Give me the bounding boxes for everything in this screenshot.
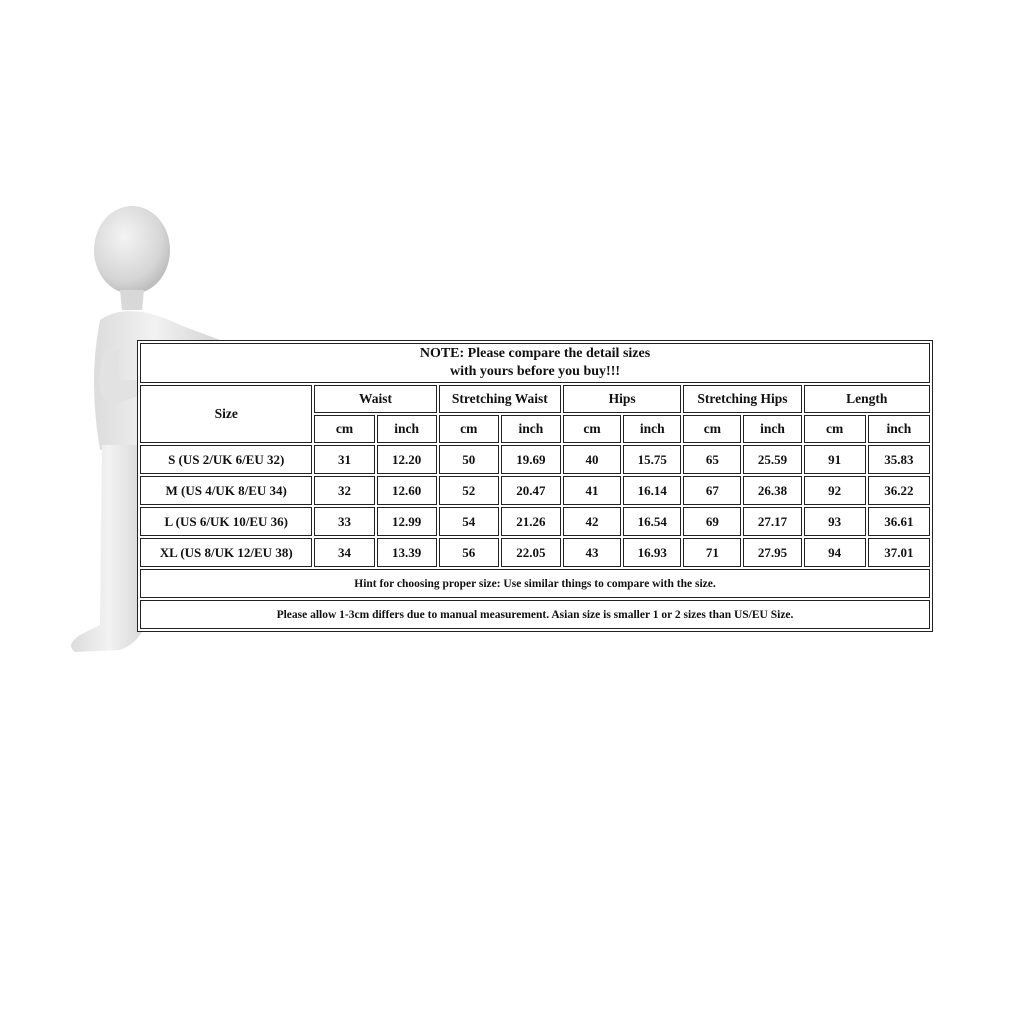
table-cell: 26.38 [743, 476, 801, 505]
note-header [140, 343, 930, 383]
table-cell: 36.22 [868, 476, 930, 505]
table-cell: 92 [804, 476, 866, 505]
note-line-2: with yours before you buy!!! [449, 364, 621, 379]
table-cell: 15.75 [623, 445, 681, 474]
table-cell: 91 [804, 445, 866, 474]
header-length: Length [804, 385, 930, 413]
table-cell: 31 [314, 445, 374, 474]
table-cell: 19.69 [501, 445, 561, 474]
table-cell: 33 [314, 507, 374, 536]
table-cell: 22.05 [501, 538, 561, 567]
table-cell: 13.39 [377, 538, 437, 567]
table-cell: 12.99 [377, 507, 437, 536]
unit-header: cm [563, 415, 621, 443]
unit-header: cm [314, 415, 374, 443]
table-cell: 27.17 [743, 507, 801, 536]
table-cell: 12.60 [377, 476, 437, 505]
measurement-note: Please allow 1-3cm differs due to manual measurement. Asian size is smaller 1 or 2 sizes than US/EU Size. [140, 600, 930, 629]
table-cell: 16.54 [623, 507, 681, 536]
table-cell: 69 [683, 507, 741, 536]
table-cell: 54 [439, 507, 499, 536]
table-row [140, 445, 930, 474]
unit-header: cm [804, 415, 866, 443]
table-cell: 27.95 [743, 538, 801, 567]
unit-header: cm [683, 415, 741, 443]
table-row [140, 507, 930, 536]
table-cell: 71 [683, 538, 741, 567]
unit-header: cm [439, 415, 499, 443]
table-cell: 43 [563, 538, 621, 567]
table-cell: 21.26 [501, 507, 561, 536]
table-cell: 93 [804, 507, 866, 536]
table-cell: 42 [563, 507, 621, 536]
size-label: M (US 4/UK 8/EU 34) [140, 476, 312, 505]
size-hint: Hint for choosing proper size: Use similar things to compare with the size. [140, 569, 930, 598]
table-cell: 41 [563, 476, 621, 505]
table-cell: 16.14 [623, 476, 681, 505]
unit-header: inch [377, 415, 437, 443]
table-cell: 35.83 [868, 445, 930, 474]
table-cell: 40 [563, 445, 621, 474]
table-cell: 50 [439, 445, 499, 474]
table-cell: 12.20 [377, 445, 437, 474]
size-label: XL (US 8/UK 12/EU 38) [140, 538, 312, 567]
table-cell: 56 [439, 538, 499, 567]
table-cell: 20.47 [501, 476, 561, 505]
mannequin-head [94, 206, 170, 294]
note-line-1: NOTE: Please compare the detail sizes [419, 346, 651, 361]
unit-header: inch [868, 415, 930, 443]
table-cell: 25.59 [743, 445, 801, 474]
size-chart-table [137, 340, 933, 632]
header-hips: Hips [563, 385, 681, 413]
table-row [140, 538, 930, 567]
table-cell: 94 [804, 538, 866, 567]
table-cell: 52 [439, 476, 499, 505]
table-row [140, 476, 930, 505]
header-stretching-waist: Stretching Waist [439, 385, 561, 413]
unit-header: inch [623, 415, 681, 443]
table-cell: 16.93 [623, 538, 681, 567]
size-label: L (US 6/UK 10/EU 36) [140, 507, 312, 536]
table-cell: 34 [314, 538, 374, 567]
size-label: S (US 2/UK 6/EU 32) [140, 445, 312, 474]
size-column-header: Size [140, 385, 312, 443]
table-cell: 67 [683, 476, 741, 505]
mannequin-neck [120, 290, 144, 310]
table-cell: 36.61 [868, 507, 930, 536]
table-cell: 32 [314, 476, 374, 505]
header-waist: Waist [314, 385, 436, 413]
header-stretching-hips: Stretching Hips [683, 385, 801, 413]
unit-header: inch [501, 415, 561, 443]
unit-header: inch [743, 415, 801, 443]
table-cell: 37.01 [868, 538, 930, 567]
table-cell: 65 [683, 445, 741, 474]
